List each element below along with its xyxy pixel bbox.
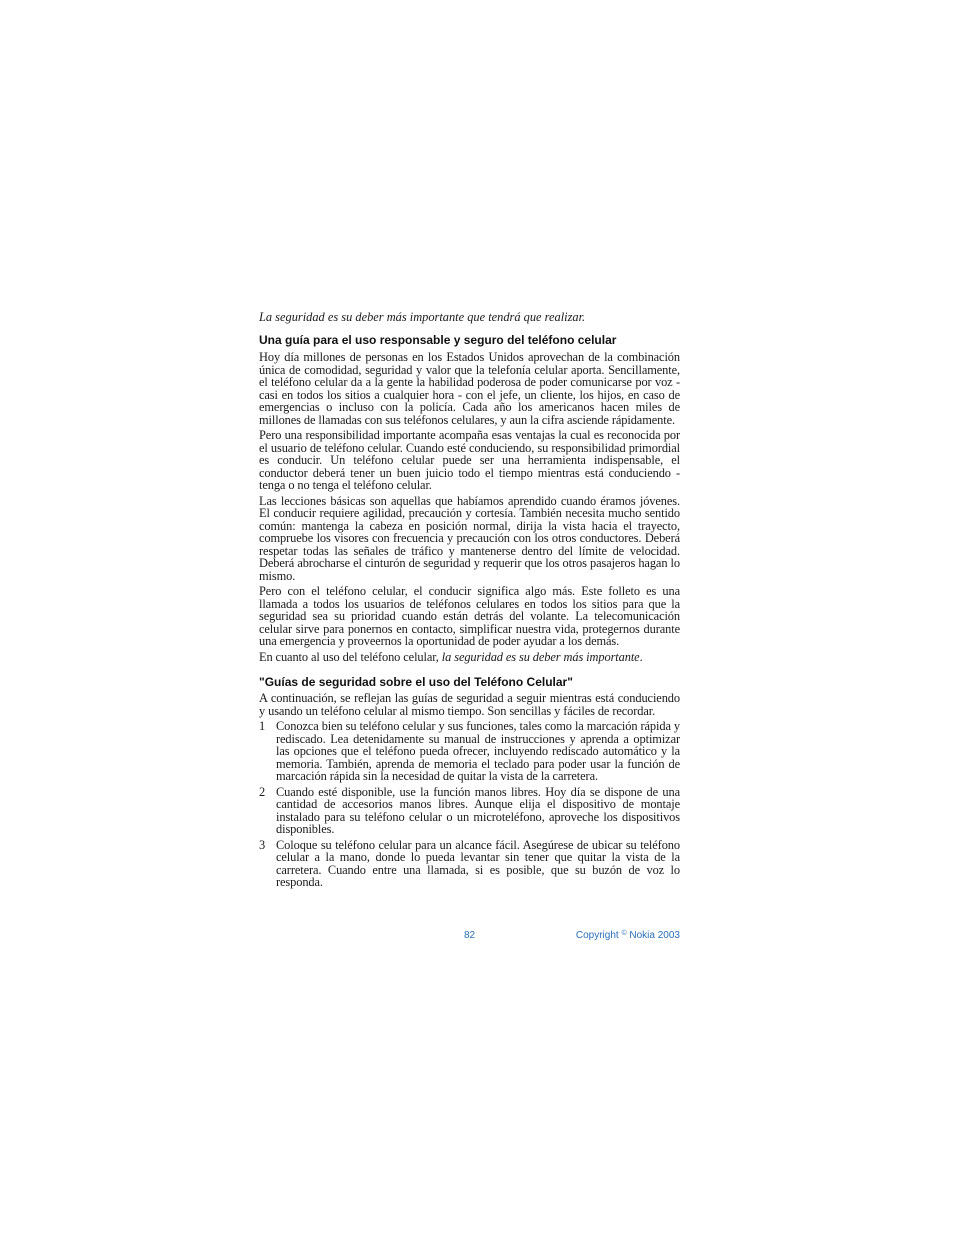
closing-emphasis: la seguridad es su deber más importante: [441, 649, 640, 664]
copyright-prefix: Copyright: [575, 930, 622, 941]
safety-steps-list: [259, 720, 680, 889]
section1-paragraph-2: Pero una responsibilidad importante acompaña esas ventajas la cual es reconocida por el usuario de teléfono celular. Cuando esté conduciendo, su responsibilidad primordial es conducir. Un teléfono celular puede ser una herramienta indispensable, el conductor deberá tener un buen juicio todo el tiempo mientras está conduciendo - tenga o no tenga el teléfono celular.: [259, 428, 680, 492]
section2-heading: "Guías de seguridad sobre el uso del Teléfono Celular": [259, 675, 573, 689]
intro-line: La seguridad es su deber más importante que tendrá que realizar.: [259, 310, 586, 324]
page-number: 82: [464, 930, 476, 941]
step-number: 1: [259, 719, 266, 733]
list-item: [259, 786, 680, 836]
copyright-suffix: Nokia 2003: [626, 930, 680, 941]
section1-closing: [259, 651, 680, 664]
closing-prefix: En cuanto al uso del teléfono celular,: [259, 649, 442, 664]
step-text: Conozca bien su teléfono celular y sus funciones, tales como la marcación rápida y rediscado. Lea detenidamente su manual de instrucciones y aprenda a optimizar las opciones que el teléfono pueda ofrecer, incluyendo rediscado automático y la memoria. También, aprenda de memoria el teclado para poder usar la función de marcación rápida sin la necesidad de quitar la vista de la carretera.: [276, 719, 680, 783]
section1-paragraph-4: Pero con el teléfono celular, el conducir significa algo más. Este folleto es una llamada a todos los usuarios de teléfonos celulares en todos los sitios para que la seguridad sea su prioridad cuando están detrás del volante. La telecomunicación celular sirve para ponernos en contacto, simplificar nuestra vida, protegernos durante una emergencia y proveernos la oportunidad de poder ayudar a los demás.: [259, 584, 680, 648]
list-item: [259, 839, 680, 889]
section1-paragraph-1: Hoy día millones de personas en los Estados Unidos aprovechan de la combinación única de comodidad, seguridad y valor que la telefonía celular aporta. Sencillamente, el teléfono celular da a la gente la habilidad poderosa de poder comunicarse por voz - casi en todos los sitios a cualquier hora - con el jefe, un cliente, los hijos, en caso de emergencias o incluso con la policía. Cada año los americanos hacen miles de millones de llamadas con sus teléfonos celulares, y aun la cifra asciende rápidamente.: [259, 350, 680, 427]
step-number: 3: [259, 837, 266, 852]
section2-intro: A continuación, se reflejan las guías de seguridad a seguir mientras está conduciendo y usando un teléfono celular al mismo tiempo. Son sencillas y fáciles de recordar.: [259, 691, 680, 718]
page-footer: [259, 930, 680, 944]
section1-heading: Una guía para el uso responsable y seguro del teléfono celular: [259, 333, 617, 347]
section1-paragraph-3: Las lecciones básicas son aquellas que habíamos aprendido cuando éramos jóvenes. El conducir requiere agilidad, precaución y cortesía. También necesita mucho sentido común: mantenga la cabeza en posición normal, dirija la vista hacia el trayecto, compruebe los visores con frecuencia y precaución con los otros conductores. Deberá respetar todas las señales de tráfico y mantenerse dentro del límite de velocidad. Deberá abrocharse el cinturón de seguridad y requerir que los otros pasajeros hagan lo mismo.: [259, 493, 680, 583]
step-text: Coloque su teléfono celular para un alcance fácil. Asegúrese de ubicar su teléfono celular a la mano, donde lo pueda levantar sin tener que quitar la vista de la carretera. Cuando entre una llamada, si es posible, que su buzón de voz lo responda.: [276, 837, 680, 889]
copyright-notice: [576, 930, 680, 941]
copyright-symbol: ©: [621, 930, 627, 937]
step-number: 2: [259, 784, 266, 799]
closing-suffix: .: [639, 649, 643, 664]
list-item: [259, 720, 680, 783]
step-text: Cuando esté disponible, use la función manos libres. Hoy día se dispone de una cantidad de accesorios manos libres. Aunque elija el dispositivo de montaje instalado para su teléfono celular o un microteléfono, aproveche los dispositivos disponibles.: [276, 784, 680, 836]
page-content: [259, 311, 680, 892]
